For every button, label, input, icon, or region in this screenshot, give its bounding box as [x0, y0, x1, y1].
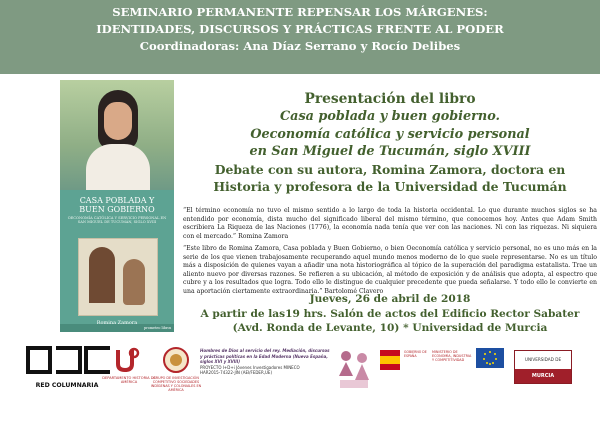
seminar-title-line1: SEMINARIO PERMANENTE REPENSAR LOS MÁRGENES: — [112, 5, 488, 19]
debate-info — [180, 162, 600, 195]
universidad-murcia-logo — [514, 350, 572, 384]
coordinators-line: Coordinadoras: Ana Díaz Serrano y Rocío Delibes — [139, 39, 461, 53]
department-name: DEPARTAMENTO HISTORIA DE AMÉRICA — [102, 376, 156, 385]
presentation-heading: Presentación del libro — [304, 91, 476, 107]
gobierno-espana-logo — [378, 348, 430, 388]
author-photo — [60, 80, 174, 190]
debate-line: Debate con su autora, Romina Zamora, doctora en — [214, 162, 566, 177]
project-code: HAR2015-74322-JIN (AEI/FEDER,UE) — [200, 370, 273, 376]
quote-author: “El término economía no tuvo el mismo sentido a lo largo de toda la historia occidental. Lo que durante muchos siglos se ha entendido por economía, dista mucho del significado liberal del mismo término, que conocemos hoy. Antes que Adam Smith escribiera La Riqueza de las Naciones (1776), la economía nada tenía que ver con las naciones. Ni con las riquezas. Ni siquiera con el mercado.” Romina Zamora — [183, 207, 597, 240]
author-photo-face — [104, 102, 132, 140]
spain-flag-icon — [378, 348, 402, 372]
european-union-logo — [476, 348, 504, 378]
book-title-line: en San Miguel de Tucumán, siglo XVIII — [249, 144, 531, 159]
event-address: (Avd. Ronda de Levante, 10) * Universidad de Murcia — [232, 322, 548, 334]
sponsor-logos — [0, 340, 600, 424]
ministerio-logo — [430, 348, 474, 388]
eu-flag-icon — [476, 348, 504, 368]
project-program: PROYECTO I+D+i Jóvenes Investigadores MINECO — [200, 364, 300, 370]
research-group-logo — [150, 346, 202, 406]
hombres-de-dios-logo — [336, 346, 372, 396]
project-title: Hombres de Dios al servicio del rey. Mediación, discursos y prácticas políticas en la Edad Moderna (Nueva España, siglos XVI y XVIII) — [200, 348, 330, 365]
red-columnaria-mark — [26, 346, 52, 374]
debate-line: Historia y profesora de la Universidad de Tucumán — [213, 178, 567, 194]
university-mark-icon — [112, 346, 140, 374]
universidad-label: UNIVERSIDAD DE — [524, 357, 562, 362]
book-title-line: Oeconomía católica y servicio personal — [250, 126, 530, 142]
cover-artwork-arch — [89, 247, 115, 303]
red-columnaria-name: RED COLUMNARIA — [35, 382, 99, 389]
figures-icon — [336, 346, 372, 396]
book-title — [180, 108, 600, 161]
event-details — [180, 292, 600, 336]
gobierno-name: GOBIERNO DE ESPAÑA — [404, 350, 427, 358]
cover-artwork-figure — [123, 259, 145, 305]
seminar-header — [0, 0, 600, 74]
department-logo — [102, 346, 154, 406]
research-group-name: GRUPO DE INVESTIGACIÓN COMPETITIVO SOCIEDADES INDÍGENAS Y COLONIALES EN AMÉRICA — [150, 376, 202, 392]
book-title-line: Casa poblada y buen gobierno. — [280, 109, 500, 124]
cover-subtitle: OECONOMÍA CATÓLICA Y SERVICIO PERSONAL EN SAN MIGUEL DE TUCUMÁN, SIGLO XVIII — [67, 216, 167, 225]
seminar-title-line2: IDENTIDADES, DISCURSOS Y PRÁCTICAS FRENTE AL PODER — [96, 22, 504, 36]
red-columnaria-mark — [56, 346, 82, 374]
project-description — [200, 348, 332, 376]
cover-artwork — [78, 238, 158, 316]
universidad-name: MURCIA — [531, 373, 555, 379]
cover-author: Romina Zamora — [96, 320, 138, 326]
red-columnaria-logo — [22, 346, 112, 406]
author-photo-body — [86, 144, 150, 190]
quote-clavero: “Este libro de Romina Zamora, Casa poblada y Buen Gobierno, o bien Oeconomía católica y servicio personal, no es uno más en la serie de los que vienen trabajosamente recuperando aquel mundo menos moderno de lo que suele representarse. No es un título más a disposición de quienes vayan a añadir una nota historiográfica al tópico de la superación del paradigma estatalista. Trae un aliento nuevo por diversas razones. Se refieren a su ubicación, al método de exposición y de análisis que adopta, al espectro que cubre y a los resultados que logra. Todo ello le distingue de cualquier precedente que pueda señalarse. Y todo ello le convierte en una aportación ciertamente extraordinaria.” Bartolomé Clavero — [183, 245, 597, 295]
seal-icon — [154, 346, 198, 376]
event-time-place: A partir de las19 hrs. Salón de actos del Edificio Rector Sabater — [200, 307, 580, 320]
cover-publisher: prometeo libros — [144, 326, 172, 330]
ministerio-name: MINISTERIO DE ECONOMÍA, INDUSTRIA Y COMPETITIVIDAD — [432, 350, 472, 362]
book-cover — [60, 80, 174, 332]
event-date: Jueves, 26 de abril de 2018 — [309, 293, 471, 305]
cover-title: CASA POBLADA Y BUEN GOBIERNO — [79, 196, 155, 214]
